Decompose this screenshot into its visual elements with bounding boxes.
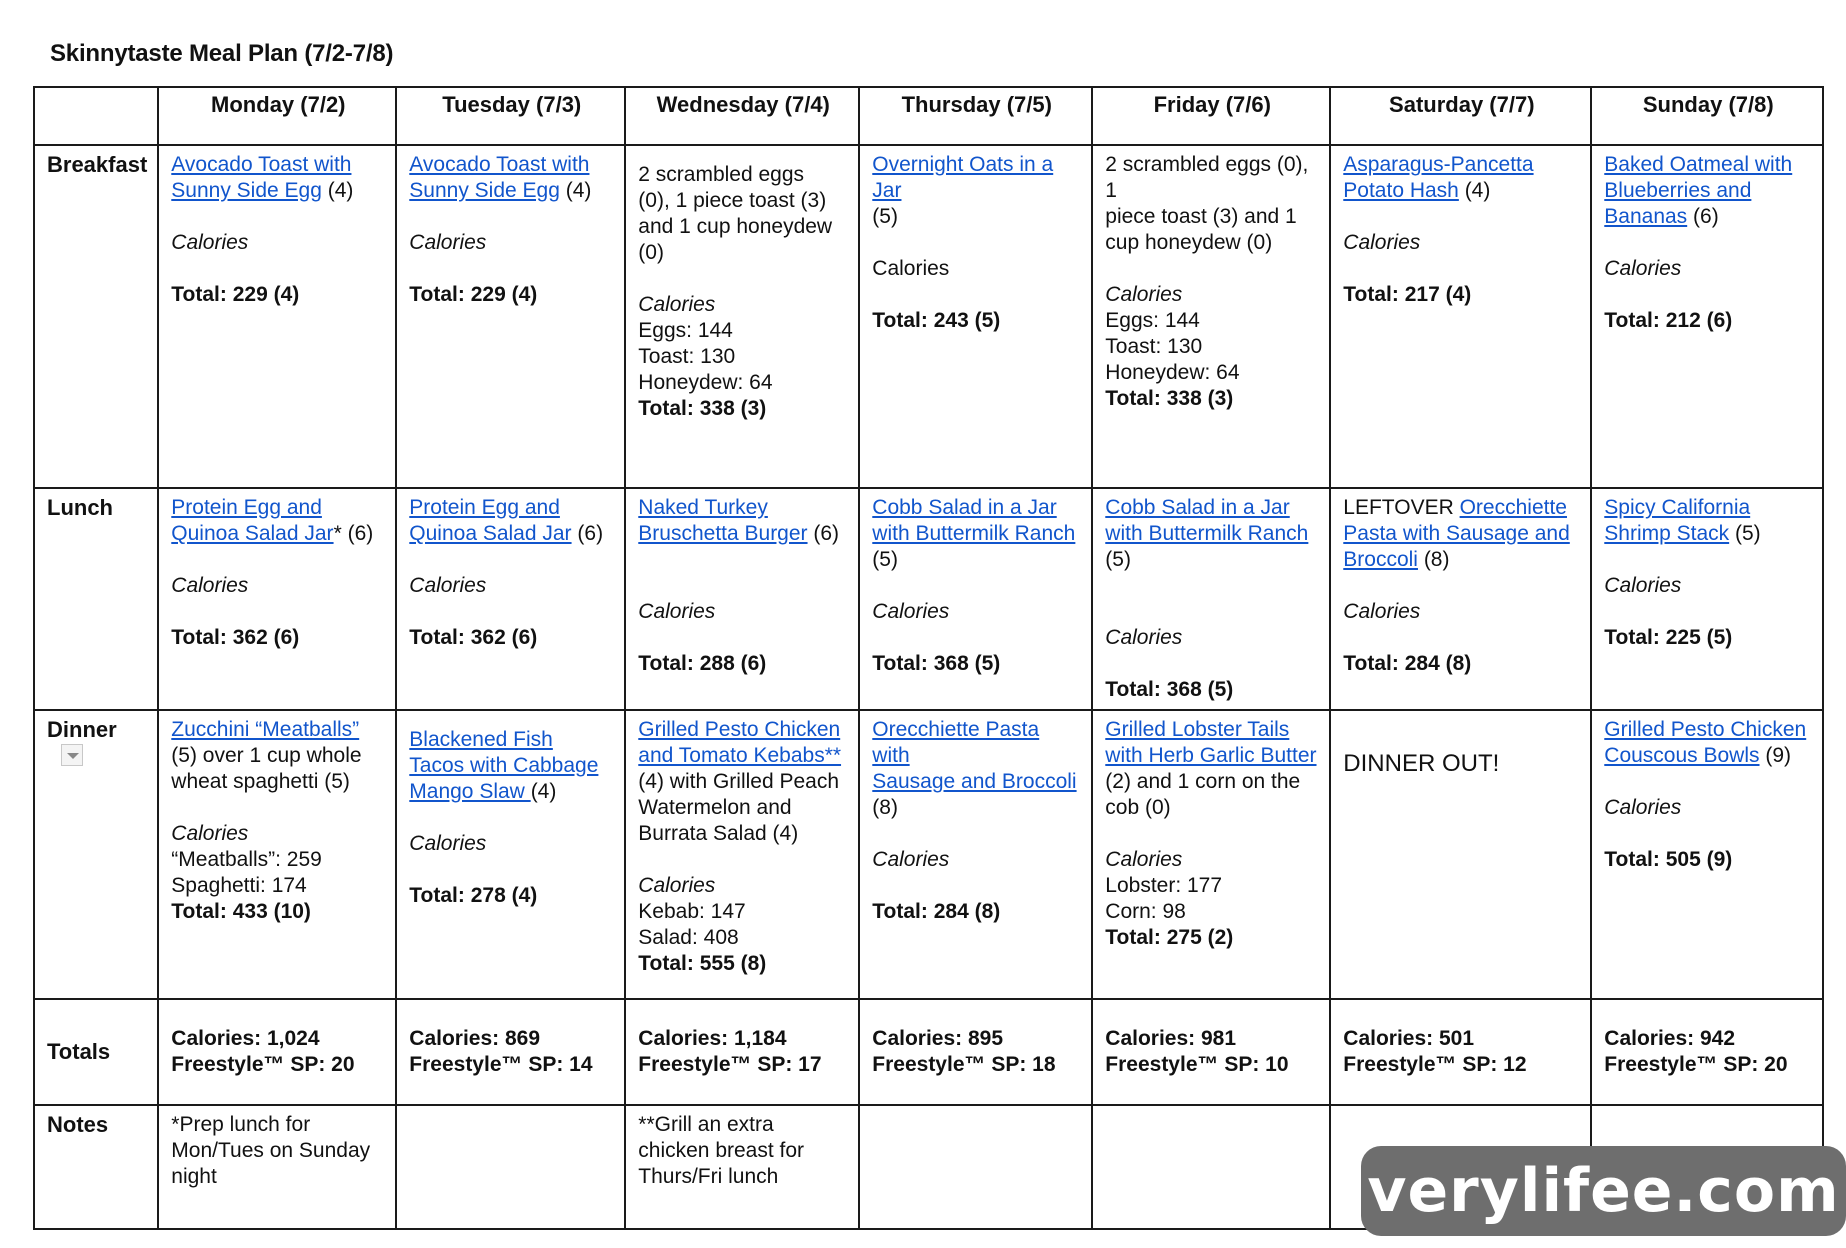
day-header: Tuesday (7/3) [396, 87, 625, 145]
calories-heading: Calories [1343, 600, 1421, 623]
recipe-line [1343, 495, 1580, 521]
calories-heading: Calories [638, 293, 716, 316]
recipe-link[interactable]: Pasta with Sausage and [1343, 522, 1570, 545]
meal-total: Total: 229 (4) [171, 283, 300, 306]
recipe-line [1105, 495, 1319, 521]
meal-total: Total: 229 (4) [409, 283, 538, 306]
spacer [1604, 547, 1812, 573]
spacer [872, 821, 1081, 847]
dinner-cell [859, 710, 1092, 999]
note-cell [859, 1105, 1092, 1229]
calories-heading: Calories [409, 231, 487, 254]
lunch-cell [158, 488, 396, 710]
day-totals-cell [1092, 999, 1330, 1105]
recipe-link[interactable]: Quinoa Salad Jar [171, 522, 334, 545]
day-freestyle-points: Freestyle™ SP: 17 [638, 1053, 822, 1076]
recipe-line [409, 152, 614, 178]
recipe-link[interactable]: with Buttermilk Ranch [1105, 522, 1309, 545]
recipe-link[interactable]: Protein Egg and [409, 496, 560, 519]
spacer [1604, 230, 1812, 256]
points-text: (9) [1759, 744, 1792, 767]
day-header: Saturday (7/7) [1330, 87, 1591, 145]
dinner-cell [396, 710, 625, 999]
calories-heading: Calories [1105, 848, 1183, 871]
note-text: **Grill an extra [638, 1113, 774, 1136]
calories-heading: Calories [171, 574, 249, 597]
recipe-line [638, 743, 848, 769]
recipe-link[interactable]: Avocado Toast with [409, 153, 590, 176]
spacer [171, 547, 385, 573]
recipe-link[interactable]: Orecchiette Pasta with [872, 718, 1040, 767]
recipe-line [1343, 178, 1580, 204]
day-header: Friday (7/6) [1092, 87, 1330, 145]
breakfast-cell [158, 145, 396, 488]
recipe-line [1105, 521, 1319, 547]
lunch-cell [625, 488, 859, 710]
row-label-dinner: Dinner [47, 717, 117, 742]
recipe-link[interactable]: Sunny Side Egg [171, 179, 322, 202]
spacer [1343, 204, 1580, 230]
recipe-link[interactable]: Cobb Salad in a Jar [872, 496, 1057, 519]
calories-heading: Calories [1105, 283, 1183, 306]
breakfast-cell [396, 145, 625, 488]
meal-total: Total: 555 (8) [638, 952, 767, 975]
lunch-row [34, 488, 1823, 710]
recipe-link[interactable]: Baked Oatmeal with [1604, 153, 1793, 176]
recipe-line [1343, 152, 1580, 178]
day-freestyle-points: Freestyle™ SP: 12 [1343, 1053, 1527, 1076]
meal-total: Total: 362 (6) [409, 626, 538, 649]
spacer [1105, 256, 1319, 282]
day-totals-cell [1591, 999, 1823, 1105]
meal-total: Total: 243 (5) [872, 309, 1001, 332]
meal-text: and 1 cup honeydew [638, 215, 833, 238]
breakfast-cell [625, 145, 859, 488]
points-text: (4) [530, 780, 557, 803]
note-text: chicken breast for [638, 1139, 805, 1162]
day-header: Wednesday (7/4) [625, 87, 859, 145]
recipe-line [872, 495, 1081, 521]
meal-text: (4) with Grilled Peach [638, 770, 840, 793]
meal-total: Total: 368 (5) [872, 652, 1001, 675]
calories-heading: Calories [1604, 257, 1682, 280]
meal-text: Watermelon and [638, 796, 792, 819]
recipe-line [409, 495, 614, 521]
recipe-line [409, 753, 614, 779]
meal-total: Total: 284 (8) [1343, 652, 1472, 675]
points-text: (4) [321, 179, 354, 202]
meal-text: (5) [872, 548, 898, 571]
spacer [171, 599, 385, 625]
breakfast-cell [1092, 145, 1330, 488]
row-label-notes: Notes [34, 1105, 158, 1229]
recipe-line [171, 152, 385, 178]
spacer [1105, 599, 1319, 625]
recipe-line [1604, 152, 1812, 178]
dinner-cell [1591, 710, 1823, 999]
recipe-link[interactable]: Sausage and Broccoli [872, 770, 1077, 793]
meal-text: 2 scrambled eggs (0), 1 [1105, 153, 1309, 202]
meal-text: cob (0) [1105, 796, 1171, 819]
spacer [171, 795, 385, 821]
meal-total: Total: 368 (5) [1105, 678, 1234, 701]
recipe-line [1343, 521, 1580, 547]
day-header: Thursday (7/5) [859, 87, 1092, 145]
lunch-cell [1591, 488, 1823, 710]
meal-text: Toast: 130 [1105, 335, 1203, 358]
note-text: night [171, 1165, 217, 1188]
spacer [1343, 625, 1580, 651]
recipe-line [1604, 743, 1812, 769]
meal-text: Honeydew: 64 [638, 371, 773, 394]
day-totals-cell [1330, 999, 1591, 1105]
row-label-breakfast: Breakfast [34, 145, 158, 488]
spacer [409, 547, 614, 573]
recipe-line [171, 521, 385, 547]
recipe-link[interactable]: Naked Turkey [638, 496, 768, 519]
meal-total: Total: 505 (9) [1604, 848, 1733, 871]
recipe-link[interactable]: Spicy California [1604, 496, 1751, 519]
note-cell [396, 1105, 625, 1229]
spacer [1604, 599, 1812, 625]
day-calories: Calories: 1,024 [171, 1027, 320, 1050]
recipe-link[interactable]: Quinoa Salad Jar [409, 522, 572, 545]
note-text: *Prep lunch for [171, 1113, 311, 1136]
lunch-cell [859, 488, 1092, 710]
spacer [409, 857, 614, 883]
meal-text: (2) and 1 corn on the [1105, 770, 1301, 793]
recipe-link[interactable]: and Tomato Kebabs** [638, 744, 842, 767]
day-calories: Calories: 1,184 [638, 1027, 787, 1050]
spacer [409, 256, 614, 282]
day-calories: Calories: 942 [1604, 1027, 1736, 1050]
meal-total: Total: 433 (10) [171, 900, 311, 923]
note-text: Mon/Tues on Sunday [171, 1139, 371, 1162]
recipe-line [638, 495, 848, 521]
meal-total: Total: 338 (3) [1105, 387, 1234, 410]
meal-text: Honeydew: 64 [1105, 361, 1240, 384]
meal-total: Total: 225 (5) [1604, 626, 1733, 649]
recipe-line [1604, 521, 1812, 547]
recipe-link[interactable]: Zucchini “Meatballs” [171, 718, 360, 741]
calories-heading: Calories [409, 832, 487, 855]
spacer [872, 625, 1081, 651]
spacer [872, 230, 1081, 256]
breakfast-cell [859, 145, 1092, 488]
recipe-link[interactable]: Avocado Toast with [171, 153, 352, 176]
day-calories: Calories: 501 [1343, 1027, 1475, 1050]
recipe-link[interactable]: Shrimp Stack [1604, 522, 1730, 545]
prefix-text: LEFTOVER [1343, 496, 1460, 519]
day-freestyle-points: Freestyle™ SP: 18 [872, 1053, 1056, 1076]
recipe-link[interactable]: with Herb Garlic Butter [1105, 744, 1317, 767]
calories-heading: Calories [1105, 626, 1183, 649]
recipe-link[interactable]: Mango Slaw [409, 780, 531, 803]
spacer [872, 873, 1081, 899]
calories-heading: Calories [1343, 231, 1421, 254]
recipe-link[interactable]: Orecchiette [1459, 496, 1567, 519]
meal-plan-table [33, 86, 1824, 1230]
row-label-totals: Totals [34, 999, 158, 1105]
spacer [638, 847, 848, 873]
spacer [1105, 651, 1319, 677]
note-cell [158, 1105, 396, 1229]
recipe-line [1604, 495, 1812, 521]
meal-total: Total: 338 (3) [638, 397, 767, 420]
recipe-link[interactable]: Grilled Lobster Tails [1105, 718, 1290, 741]
note-cell [1092, 1105, 1330, 1229]
points-text: (6) [571, 522, 604, 545]
spacer [872, 573, 1081, 599]
recipe-link[interactable]: Protein Egg and [171, 496, 322, 519]
recipe-link[interactable]: with Buttermilk Ranch [872, 522, 1076, 545]
meal-total: Total: 362 (6) [171, 626, 300, 649]
meal-text: Eggs: 144 [638, 319, 733, 342]
totals-row [34, 999, 1823, 1105]
lunch-cell [1092, 488, 1330, 710]
points-text: (6) [1687, 205, 1719, 228]
meal-text: Kebab: 147 [638, 900, 746, 923]
recipe-line [409, 779, 614, 805]
recipe-line [638, 521, 848, 547]
recipe-line [1604, 204, 1812, 230]
meal-text: “Meatballs”: 259 [171, 848, 322, 871]
meal-total: Total: 275 (2) [1105, 926, 1234, 949]
meal-text: (5) over 1 cup whole [171, 744, 362, 767]
recipe-line [1105, 717, 1319, 743]
day-totals-cell [859, 999, 1092, 1105]
header-row [34, 87, 1823, 145]
spacer [1604, 769, 1812, 795]
lunch-cell [396, 488, 625, 710]
day-freestyle-points: Freestyle™ SP: 20 [1604, 1053, 1788, 1076]
meal-text: Spaghetti: 174 [171, 874, 307, 897]
day-totals-cell [158, 999, 396, 1105]
row-label-dinner-cell [34, 710, 158, 999]
points-text: * (6) [333, 522, 374, 545]
meal-text: cup honeydew (0) [1105, 231, 1273, 254]
recipe-link[interactable]: Grilled Pesto Chicken [1604, 718, 1807, 741]
calories-heading: Calories [1604, 574, 1682, 597]
day-freestyle-points: Freestyle™ SP: 14 [409, 1053, 593, 1076]
dinner-cell [1092, 710, 1330, 999]
recipe-line [872, 521, 1081, 547]
recipe-line [1604, 717, 1812, 743]
meal-text: piece toast (3) and 1 [1105, 205, 1297, 228]
recipe-line [171, 717, 385, 743]
meal-total: Total: 217 (4) [1343, 283, 1472, 306]
spacer [1604, 821, 1812, 847]
dinner-cell [625, 710, 859, 999]
calories-heading: Calories [1604, 796, 1682, 819]
calories-heading: Calories [638, 874, 716, 897]
meal-text: (5) [872, 205, 898, 228]
recipe-link[interactable]: Broccoli [1343, 548, 1418, 571]
spacer [638, 266, 848, 292]
note-cell [625, 1105, 859, 1229]
spacer [1604, 282, 1812, 308]
page-title: Skinnytaste Meal Plan (7/2-7/8) [50, 40, 394, 67]
spacer [872, 282, 1081, 308]
calories-heading: Calories [638, 600, 716, 623]
points-text: (8) [1417, 548, 1450, 571]
spacer [1343, 256, 1580, 282]
recipe-link[interactable]: Couscous Bowls [1604, 744, 1760, 767]
spacer [409, 599, 614, 625]
meal-text: (0) [638, 241, 664, 264]
dinner-cell [158, 710, 396, 999]
recipe-link[interactable]: Grilled Pesto Chicken [638, 718, 841, 741]
recipe-link[interactable]: Asparagus-Pancetta [1343, 153, 1534, 176]
corner-cell [34, 87, 158, 145]
row-label-lunch: Lunch [34, 488, 158, 710]
day-header: Sunday (7/8) [1591, 87, 1823, 145]
recipe-link[interactable]: Blueberries and [1604, 179, 1752, 202]
recipe-link[interactable]: Tacos with Cabbage [409, 754, 599, 777]
meal-text: Calories [872, 257, 950, 280]
meal-text: (0), 1 piece toast (3) [638, 189, 827, 212]
calories-heading: Calories [409, 574, 487, 597]
lunch-cell [1330, 488, 1591, 710]
calories-heading: Calories [872, 848, 950, 871]
breakfast-cell [1591, 145, 1823, 488]
meal-text: Eggs: 144 [1105, 309, 1200, 332]
day-totals-cell [625, 999, 859, 1105]
recipe-line [409, 178, 614, 204]
spacer [638, 625, 848, 651]
recipe-link[interactable]: Blackened Fish [409, 728, 553, 751]
meal-text: 2 scrambled eggs [638, 163, 805, 186]
recipe-link[interactable]: Potato Hash [1343, 179, 1459, 202]
dinner-row [34, 710, 1823, 999]
recipe-link[interactable]: Cobb Salad in a Jar [1105, 496, 1290, 519]
day-calories: Calories: 869 [409, 1027, 541, 1050]
recipe-line [171, 178, 385, 204]
recipe-line [1604, 178, 1812, 204]
recipe-line [872, 152, 1081, 204]
note-text: Thurs/Fri lunch [638, 1165, 779, 1188]
spacer [638, 573, 848, 599]
calories-heading: Calories [872, 600, 950, 623]
breakfast-row [34, 145, 1823, 488]
meal-total: Total: 278 (4) [409, 884, 538, 907]
meal-text: Toast: 130 [638, 345, 736, 368]
recipe-link[interactable]: Sunny Side Egg [409, 179, 560, 202]
recipe-link[interactable]: Bananas [1604, 205, 1688, 228]
watermark: verylifee.com [1361, 1146, 1846, 1236]
recipe-line [409, 521, 614, 547]
spacer [638, 547, 848, 573]
meal-total: Total: 288 (6) [638, 652, 767, 675]
dinner-out-text: DINNER OUT! [1343, 750, 1500, 777]
day-totals-cell [396, 999, 625, 1105]
dinner-cell [1330, 710, 1591, 999]
calories-heading: Calories [171, 231, 249, 254]
calories-heading: Calories [171, 822, 249, 845]
day-freestyle-points: Freestyle™ SP: 20 [171, 1053, 355, 1076]
points-text: (6) [807, 522, 840, 545]
recipe-line [872, 769, 1081, 795]
recipe-line [171, 495, 385, 521]
meal-text: Burrata Salad (4) [638, 822, 799, 845]
recipe-line [409, 727, 614, 753]
recipe-line [638, 717, 848, 743]
points-text: (5) [1729, 522, 1761, 545]
points-text: (4) [1458, 179, 1491, 202]
meal-text: Lobster: 177 [1105, 874, 1223, 897]
meal-text: wheat spaghetti (5) [171, 770, 350, 793]
spacer [171, 256, 385, 282]
day-header: Monday (7/2) [158, 87, 396, 145]
spacer [171, 204, 385, 230]
meal-text: (8) [872, 796, 898, 819]
recipe-line [1343, 547, 1580, 573]
dropdown-arrow-icon[interactable] [61, 744, 83, 766]
meal-total: Total: 212 (6) [1604, 309, 1733, 332]
spacer [409, 805, 614, 831]
meal-text: (5) [1105, 548, 1131, 571]
meal-text: Corn: 98 [1105, 900, 1186, 923]
breakfast-cell [1330, 145, 1591, 488]
meal-total: Total: 284 (8) [872, 900, 1001, 923]
spacer [1105, 821, 1319, 847]
points-text: (4) [559, 179, 592, 202]
spacer [409, 204, 614, 230]
spacer [1343, 573, 1580, 599]
day-calories: Calories: 895 [872, 1027, 1004, 1050]
spacer [1105, 573, 1319, 599]
recipe-link[interactable]: Overnight Oats in a Jar [872, 153, 1054, 202]
recipe-link[interactable]: Bruschetta Burger [638, 522, 808, 545]
recipe-line [872, 717, 1081, 769]
day-freestyle-points: Freestyle™ SP: 10 [1105, 1053, 1289, 1076]
recipe-line [1105, 743, 1319, 769]
meal-text: Salad: 408 [638, 926, 739, 949]
day-calories: Calories: 981 [1105, 1027, 1237, 1050]
